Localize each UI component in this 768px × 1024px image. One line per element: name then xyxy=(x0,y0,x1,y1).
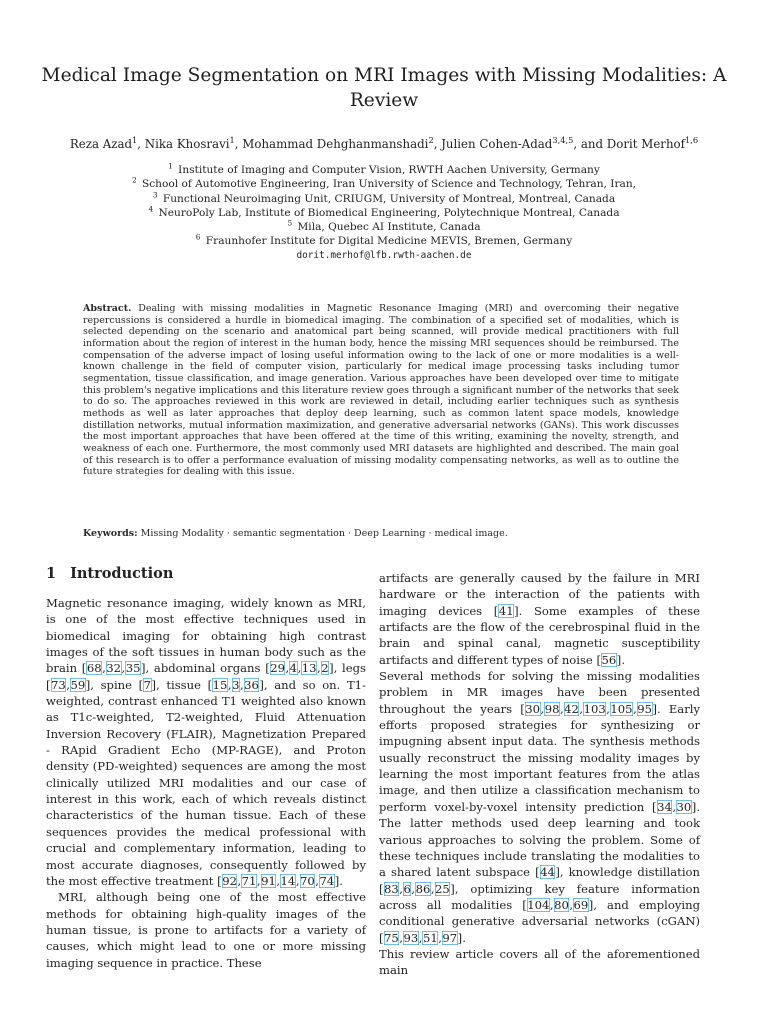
citation-link[interactable]: 30 xyxy=(676,799,692,814)
citation-link[interactable]: 104 xyxy=(527,897,550,912)
affiliation-line xyxy=(20,220,748,234)
citation-link[interactable]: 41 xyxy=(498,603,514,618)
affiliation-text: Mila, Quebec AI Institute, Canada xyxy=(292,221,481,234)
affiliation-mark: 4 xyxy=(148,204,154,214)
author-name: Dorit Merhof xyxy=(606,137,686,151)
author-name: Julien Cohen-Adad xyxy=(441,137,553,151)
affiliation-line xyxy=(20,163,748,177)
author-affiliation-mark: 2 xyxy=(428,135,434,146)
citation-link[interactable]: 15 xyxy=(212,677,228,692)
author-name: Nika Khosravi xyxy=(144,137,230,151)
right-column xyxy=(379,570,700,979)
author-affiliation-mark: 1 xyxy=(132,135,138,146)
affiliation-line xyxy=(20,206,748,220)
citation-link[interactable]: 42 xyxy=(564,701,579,716)
author-affiliation-mark: 3,4,5 xyxy=(552,135,574,146)
affiliation-mark: 1 xyxy=(168,161,173,171)
abstract xyxy=(83,303,679,478)
citation-link[interactable]: 92 xyxy=(222,873,237,888)
citation-link[interactable]: 69 xyxy=(573,897,589,912)
keywords-text: Missing Modality · semantic segmentation · Deep Learning · medical image. xyxy=(140,528,508,539)
citation-link[interactable]: 70 xyxy=(300,873,315,888)
section-heading xyxy=(46,565,173,582)
citation-link[interactable]: 34 xyxy=(657,799,672,814)
affiliation-mark: 6 xyxy=(195,232,201,242)
contact-email[interactable]: dorit.merhof@lfb.rwth-aachen.de xyxy=(296,249,472,261)
section-title: Introduction xyxy=(70,565,174,582)
affiliation-text: Institute of Imaging and Computer Vision, RWTH Aachen University, Germany xyxy=(172,164,600,176)
citation-link[interactable]: 105 xyxy=(610,701,633,716)
affiliation-mark: 3 xyxy=(152,190,158,200)
citation-link[interactable]: 2 xyxy=(321,661,329,676)
citation-link[interactable]: 36 xyxy=(244,677,259,692)
citation-link[interactable]: 7 xyxy=(143,677,152,692)
author-affiliation-mark: 1,6 xyxy=(685,135,699,146)
citation-link[interactable]: 56 xyxy=(601,652,617,667)
section-number: 1 xyxy=(46,565,57,582)
citation-link[interactable]: 44 xyxy=(540,865,555,880)
citation-link[interactable]: 59 xyxy=(70,677,86,692)
affiliation-text: Fraunhofer Institute for Digital Medicine MEVIS, Bremen, Germany xyxy=(200,235,573,248)
intro-paragraph-3: Several methods for solving the missing modalities problem in MR images have been presented throughout the years [30,98,42,103,105,95]. Early efforts proposed strategies for synthesizing or impugning absent input data. The synthesis methods usually reconstruct the missing modality images by learning the most important features from the atlas image, and then utilize a classification mechanism to perform voxel-by-voxel intensity prediction [34,30]. The latter methods used deep learning and took various approaches to solving the problem. Some of these techniques include translating the modalities to a shared latent subspace [44], knowledge distillation [83,6,86,25], optimizing key feature information across all modalities [104,80,69], and employing conditional generative adversarial networks (cGAN) [75,93,51,97]. xyxy=(379,669,701,945)
affiliation-line xyxy=(20,234,748,248)
abstract-text: Dealing with missing modalities in Magnetic Resonance Imaging (MRI) and overcoming their negative repercussions is considered a hurdle in biomedical imaging. The combination of a specified set of modalities, which is selected depending on the scenario and anatomical part being scanned, will provide medical practitioners with full information about the region of interest in the human body, hence the missing MRI sequences should be reimbursed. The compensation of the adverse impact of losing useful information owing to the lack of one or more modalities is a well-known challenge in the field of computer vision, particularly for medical image processing tasks including tumor segmentation, tissue classification, and image generation. Various approaches have been developed over time to mitigate this problem's negative implications and this literature review goes through a significant number of the networks that seek to do so. The approaches reviewed in this work are reviewed in detail, including earlier techniques such as synthesis methods as well as later approaches that deploy deep learning, such as common latent space models, knowledge distillation networks, mutual information maximization, and generative adversarial networks (GANs). This work discusses the most important approaches that have been offered at the time of this writing, examining the novelty, strength, and weakness of each one. Furthermore, the most commonly used MRI datasets are highlighted and described. The main goal of this research is to offer a performance evaluation of missing modality compensating networks, as well as to outline the future strategies for dealing with this issue. xyxy=(83,303,679,478)
intro-paragraph-2: MRI, although being one of the most effective methods for obtaining high-quality images of the human tissue, is prone to artifacts for a variety of causes, which might lead to one or more missing imaging sequence in practice. These xyxy=(46,890,366,970)
citation-link[interactable]: 95 xyxy=(637,701,653,716)
affiliation-text: Functional Neuroimaging Unit, CRIUGM, University of Montreal, Montreal, Canada xyxy=(157,192,616,205)
citation-link[interactable]: 86 xyxy=(415,881,431,896)
keywords-label: Keywords: xyxy=(83,528,138,539)
affiliation-line xyxy=(20,192,748,206)
citation-link[interactable]: 32 xyxy=(106,661,122,676)
author-name: Mohammad Dehghanmanshadi xyxy=(242,137,429,151)
affiliation-mark: 5 xyxy=(287,218,293,228)
intro-paragraph-4: This review article covers all of the aforementioned main xyxy=(379,946,700,978)
citation-link[interactable]: 13 xyxy=(301,661,317,676)
citation-link[interactable]: 93 xyxy=(403,930,419,945)
citation-link[interactable]: 73 xyxy=(51,677,66,692)
citation-link[interactable]: 30 xyxy=(525,701,540,716)
author-list: Reza Azad$^1$, Nika Khosravi$^1$, Mohammad Dehghanmanshadi$^2$, Julien Cohen-Adad$^{3,4,5}$, and Dorit Merhof$^{1,6}$ xyxy=(69,135,699,151)
keywords xyxy=(83,528,679,540)
affiliation-text: NeuroPoly Lab, Institute of Biomedical Engineering, Polytechnique Montreal, Canada xyxy=(153,206,620,219)
citation-link[interactable]: 51 xyxy=(422,930,438,945)
citation-link[interactable]: 74 xyxy=(319,873,335,888)
citation-link[interactable]: 3 xyxy=(232,677,240,692)
intro-paragraph-1: Magnetic resonance imaging, widely known as MRI, is one of the most effective techniques used in biomedical imaging for obtaining high contrast images of the soft tissues in human body such as the brain [68,32,35], abdominal organs [29,4,13,2], legs [73,59], spine [7], tissue [15,3,36], and so on. T1-weighted, contrast enhanced T1 weighted also known as T1c-weighted, T2-weighted, Fluid Attenuation Inversion Recovery (FLAIR), Magnetization Prepared - RApid Gradient Echo (MP-RAGE), and Proton density (PD-weighted) sequences are among the most clinically utilized MRI modalities and our case of interest in this work, each of which reveals distinct characteristics of the human tissue. Each of these sequences provides the medical professional with crucial and complementary information, leading to most accurate diagnoses, consequently followed by the most effective treatment [92,71,91,14,70,74]. xyxy=(46,596,366,888)
citation-link[interactable]: 80 xyxy=(554,897,569,912)
citation-link[interactable]: 91 xyxy=(261,873,276,888)
abstract-label: Abstract. xyxy=(83,303,132,314)
affiliation-list xyxy=(20,163,748,263)
citation-link[interactable]: 4 xyxy=(289,661,298,676)
citation-link[interactable]: 71 xyxy=(241,873,257,888)
citation-link[interactable]: 25 xyxy=(435,881,450,896)
citation-link[interactable]: 35 xyxy=(125,661,141,676)
citation-link[interactable]: 97 xyxy=(442,930,458,945)
author-affiliation-mark: 1 xyxy=(229,135,235,146)
affiliation-line xyxy=(20,177,748,191)
citation-link[interactable]: 14 xyxy=(280,873,296,888)
intro-paragraph-2-cont: artifacts are generally caused by the failure in MRI hardware or the interaction of the patients with imaging devices [41]. Some examples of these artifacts are the flow of the cerebrospinal fluid in the brain and spinal canal, magnetic susceptibility artifacts and different types of noise [56]. xyxy=(379,571,700,667)
citation-link[interactable]: 75 xyxy=(384,930,399,945)
citation-link[interactable]: 29 xyxy=(270,661,285,676)
affiliation-text: School of Automotive Engineering, Iran University of Science and Technology, Tehran, Iran, xyxy=(136,178,637,191)
citation-link[interactable]: 98 xyxy=(544,701,560,716)
affiliation-mark: 2 xyxy=(131,175,137,185)
citation-link[interactable]: 6 xyxy=(403,881,411,896)
citation-link[interactable]: 68 xyxy=(86,661,102,676)
citation-link[interactable]: 103 xyxy=(583,701,606,716)
author-name: Reza Azad xyxy=(69,137,133,151)
citation-link[interactable]: 83 xyxy=(384,881,399,896)
paper-title: Medical Image Segmentation on MRI Images with Missing Modalities: A Review xyxy=(41,65,727,111)
left-column xyxy=(46,595,366,971)
